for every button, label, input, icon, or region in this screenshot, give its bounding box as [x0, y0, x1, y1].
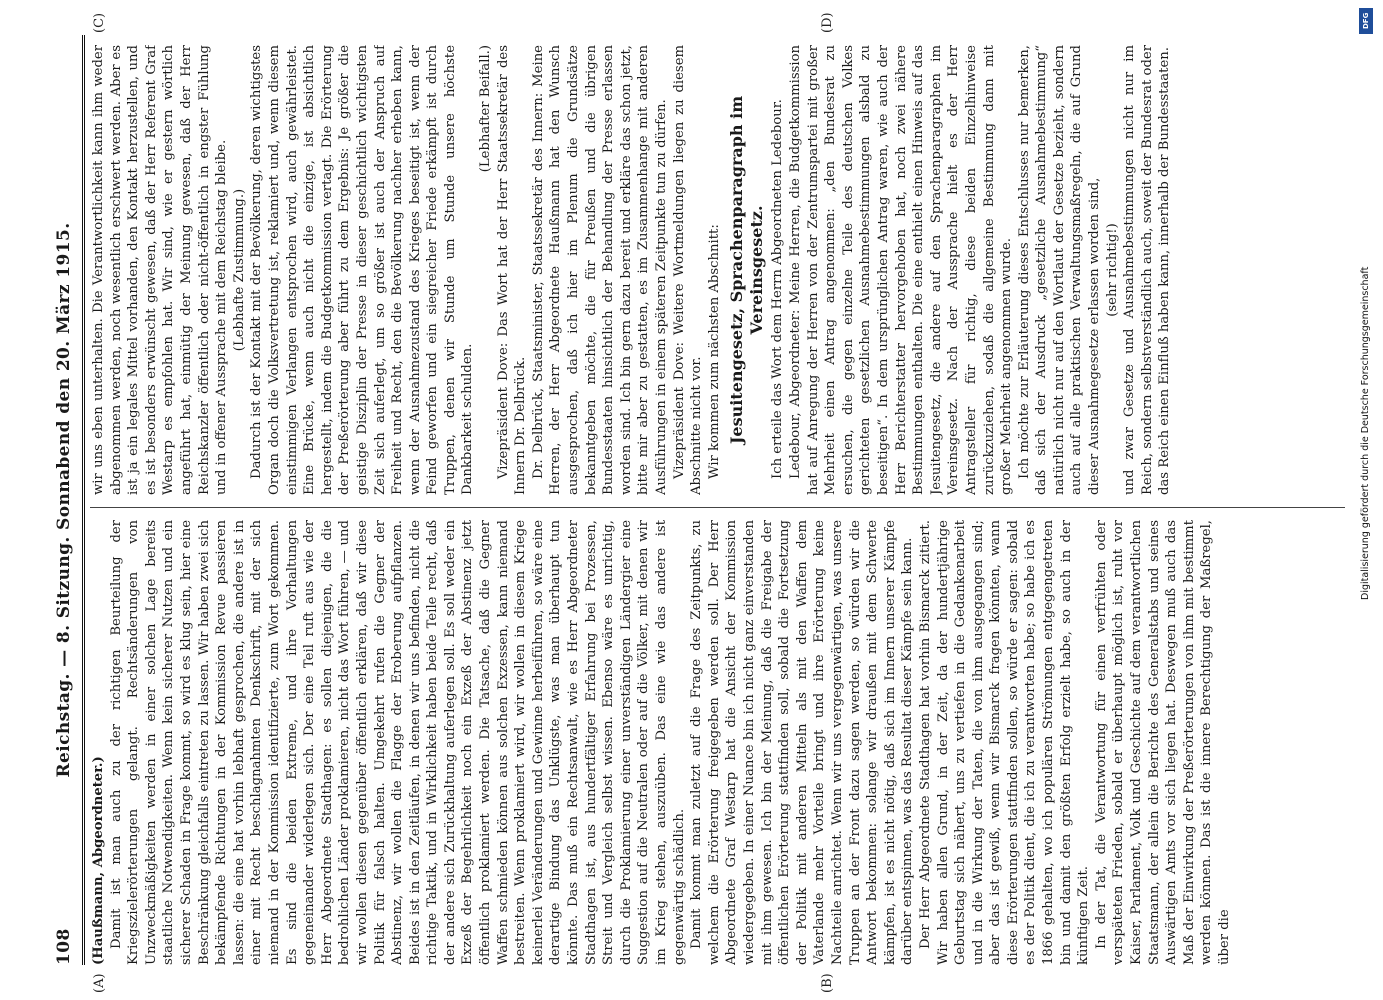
running-head	[50, 35, 85, 965]
margin-marker-b: (B)	[820, 973, 835, 993]
session-title: Reichstag. — 8. Sitzung. Sonnabend den 20. März 1915.	[54, 222, 74, 778]
margin-marker-a: (A)	[92, 973, 107, 993]
text-columns	[90, 12, 1345, 993]
agenda-transition: Wir kommen zum nächsten Abschnitt:	[706, 224, 722, 479]
applause-note: (Lebhafte Zustimmung.)	[231, 188, 247, 352]
speaker-tag: (Haußmann, Abgeordneter.)	[91, 756, 106, 965]
dfg-logo: DFG	[1359, 8, 1373, 34]
section-heading	[727, 45, 767, 495]
president-remark: Ich erteile das Wort dem Herrn Abgeordneten Ledebour.	[770, 99, 786, 479]
interjection: (sehr richtig!)	[1104, 223, 1120, 317]
president-remark: Vizepräsident Dove: Weitere Wortmeldungen liegen zu diesem Abschnitte nicht vor.	[671, 45, 705, 495]
digitization-credit: Digitalisierung gefördert durch die Deutsche Forschungsgemeinschaft	[1360, 266, 1371, 600]
paragraph: Damit ist man auch zu der richtigen Beurteilung der Kriegszielerörterungen gelangt. Rechtsänderungen von Unzweckmäßigkeiten werden in einer solchen Lage bereits staatliche Notwendigkeiten. Wenn kein sicherer Nutzen und ein sicherer Schaden in Frage kommt, so wird es klug sein, hier eine Beschränkung gleichfalls eintreten zu lassen. Wir haben zwei sich bekämpfende Richtungen in der Kommission Revue passieren lassen: die eine hat vorhin lebhaft gesprochen, die andere ist in einer mit Recht beschlagnahmten Denkschrift, mit der sich niemand in der Kommission identifizierte, zum Wort gekommen. Es sind die beiden Extreme, und ihre Vorhaltungen gegeneinander widerlegen sich. Der eine Teil ruft aus wie der Herr Abgeordnete Stadthagen: es sollen diejenigen, die die bedrohlichen Länder proklamieren, nicht das Wort führen, — und wir wollen diesen gegenüber öffentlich erklären, daß wir diese Politik für falsch halten. Umgekehrt rufen die Gegner der Abstinenz, wir wollen die Flagge der Eroberung aufpflanzen. Beides ist in den Zeitläufen, in denen wir uns befinden, nicht die richtige Taktik, und in Wirklichkeit haben beide Teile recht, daß der andere sich Zurückhaltung auferlegen soll. Es soll weder ein Exzeß der Begehrlichkeit noch ein Exzeß der Abstinenz jetzt öffentlich proklamiert werden. Die Tatsache, daß die Gegner Waffen schmieden können aus solchen Exzessen, kann niemand bestreiten. Wenn proklamiert wird, wir wollen in diesem Kriege keinerlei Veränderungen und Gewinne herbeiführen, so wäre eine derartige Bindung das Unklügste, was man überhaupt tun könnte. Das muß ein Rechtsanwalt, wie es Herr Abgeordneter Stadthagen ist, aus hundertfältiger Erfahrung bei Prozessen, Streit und Vergleich selbst wissen. Ebenso wäre es unrichtig, durch die Proklamierung einer unverständigen Ländergier eine Suggestion auf die Neutralen oder auf die Völker, mit denen wir im Krieg stehen, auszuüben. Das eine wie das andere ist gegenwärtig schädlich.	[108, 520, 687, 965]
document-page	[50, 12, 1350, 993]
paragraph: In der Tat, die Verantwortung für einen verfrühten oder verspäteten Frieden, sobald er überhaupt möglich ist, ruht vor Kaiser, Parlament, Volk und Geschichte auf dem verantwortlichen Staatsmann, der allein die Berichte des Generalstabs und seines Auswärtigen Amts vor sich liegen hat. Deswegen muß auch das Maß der Einwirkung der Preßerörterungen von ihm mit bestimmt werden können. Das ist die innere Berechtigung der Maßregel, über die	[1093, 520, 1232, 965]
right-column	[90, 45, 1345, 495]
paragraph: Der Herr Abgeordnete Stadthagen hat vorhin Bismarck zitiert. Wir haben allen Grund, in der Zeit, da der hundertjährige Geburtstag sich nähert, uns zu vertiefen in die Gedankenarbeit und in die Wirkung der Taten, die von ihm ausgegangen sind; aber das ist gewiß, wenn wir Bismarck fragen könnten, wann diese Erörterungen stattfinden sollen, so würde er sagen: sobald es der Politik dient, die ich zu verantworten habe; so habe ich es 1866 gehalten, wo ich populären Strömungen entgegengetreten bin und damit den größten Erfolg erzielt habe, so auch in der künftigen Zeit.	[917, 520, 1092, 965]
digitization-sidebar	[1356, 8, 1376, 992]
ledebour-speech: und zwar Gesetze und Ausnahmebestimmungen nicht nur im Reich, sondern selbstverständlich auch, soweit der Bundesrat oder das Reich einen Einfluß haben kann, innerhalb der Bundesstaaten.	[1122, 45, 1173, 495]
left-column	[90, 520, 1345, 965]
paragraph: Dadurch ist der Kontakt mit der Bevölkerung, deren wichtigstes Organ doch die Volksvertretung ist, reklamiert und, wenn diesem einstimmigen Verlangen entsprochen wird, auch gewährleistet. Eine Brücke, wenn auch nicht die einzige, ist absichtlich hergestellt, indem die Budgetkommission vertagt. Die Erörterung der Preßerörterung aber führt zu dem Ergebnis: Je größer die geistige Disziplin der Presse in dieser geschichtlich wichtigsten Zeit sich auferlegt, um so größer ist auch der Anspruch auf Freiheit und Recht, den die Bevölkerung nachher erheben kann, wenn der Ausnahmezustand des Krieges beseitigt ist, wenn der Feind geworfen und ein siegreicher Friede erkämpft ist durch Truppen, denen wir Stunde um Stunde unsere höchste Dankbarkeit schulden.	[249, 45, 476, 495]
ledebour-speech: Ledebour, Abgeordneter: Meine Herren, die Budgetkommission hat auf Anregung der Herren von der Zentrumspartei mit großer Mehrheit einen Antrag angenommen: „den Bundesrat zu ersuchen, die gegen einzelne Teile des deutschen Volkes gerichteten gesetzlichen Ausnahmebestimmungen alsbald zu beseitigen“. In dem ursprünglichen Antrag waren, wie auch der Herr Berichterstatter hervorgehoben hat, noch zwei nähere Bestimmungen enthalten. Die eine enthielt einen Hinweis auf das Jesuitengesetz, die andere auf den Sprachenparagraphen im Vereinsgesetz. Nach der Aussprache hielt es der Herr Antragsteller für richtig, diese beiden Einzelhinweise zurückzuziehen, sodaß die allgemeine Bestimmung dann mit großer Mehrheit angenommen wurde.	[787, 45, 1015, 495]
page-number: 108	[54, 928, 74, 965]
paragraph: wir uns eben unterhalten. Die Verantwortlichkeit kann ihm weder abgenommen werden, noch wesentlich erschwert werden. Aber es ist ja ein legales Mittel vorhanden, den Kontakt herzustellen, und es ist besonders erwünscht gewesen, daß der Herr Referent Graf Westarp es empfohlen hat. Wir sind, wie er gestern wörtlich angeführt hat, einmütig der Meinung gewesen, daß der Herr Reichskanzler öffentlich oder nicht-öffentlich in engster Fühlung und in offener Aussprache mit dem Reichstag bleibe.	[91, 45, 230, 495]
column-divider	[90, 507, 1345, 508]
paragraph: Damit kommt man zuletzt auf die Frage des Zeitpunkts, zu welchem die Erörterung freigegeben werden soll. Der Herr Abgeordnete Graf Westarp hat die Ansicht der Kommission wiedergegeben. In einer Nuance bin ich nicht ganz einverstanden mit ihm gewesen. Ich bin der Meinung, daß die Freigabe der öffentlichen Erörterung stattfinden soll, sobald die Fortsetzung der Politik mit anderen Mitteln als mit den Waffen dem Vaterlande mehr Vorteile bringt und ihre Erörterung keine Nachteile anrichtet. Wenn wir uns vergegenwärtigen, was unsere Truppen an der Front dazu sagen werden, so würden wir die Antwort bekommen: solange wir draußen mit dem Schwerte kämpfen, ist es nicht nötig, daß sich im Innern unserer Kämpfe darüber entspinnen, was das Resultat dieser Kämpfe sein kann.	[689, 520, 916, 965]
applause-note: (Lebhafter Beifall.)	[478, 45, 494, 173]
ledebour-speech: Ich möchte zur Erläuterung dieses Entschlusses nur bemerken, daß sich der Ausdruck „gesetzliche Ausnahmebestimmung“ natürlich nicht nur auf den Wortlaut der Gesetze bezieht, sondern auch auf alle praktischen Verwaltungsmaßregeln, die auf Grund dieser Ausnahmegesetze erlassen worden sind,	[1016, 45, 1103, 495]
margin-marker-d: (D)	[820, 12, 835, 33]
section-heading-line-2: Vereinsgesetz.	[747, 205, 767, 335]
president-remark: Vizepräsident Dove: Das Wort hat der Herr Staatssekretär des Innern Dr. Delbrück.	[495, 45, 529, 495]
delbrueck-speech: Dr. Delbrück, Staatsminister, Staatssekretär des Innern: Meine Herren, der Herr Abgeordnete Haußmann hat den Wunsch ausgesprochen, daß ich hier im Plenum die Grundsätze bekanntgeben möchte, die für Preußen und die übrigen Bundesstaaten hinsichtlich der Behandlung der Presse erlassen worden sind. Ich bin gern dazu bereit und erkläre das schon jetzt, bitte mir aber zu gestatten, es im Zusammenhange mit anderen Ausführungen in einem späteren Zeitpunkte tun zu dürfen.	[530, 45, 669, 495]
section-heading-line-1: Jesuitengesetz, Sprachenparagraph im	[727, 95, 747, 445]
margin-marker-c: (C)	[92, 12, 107, 33]
